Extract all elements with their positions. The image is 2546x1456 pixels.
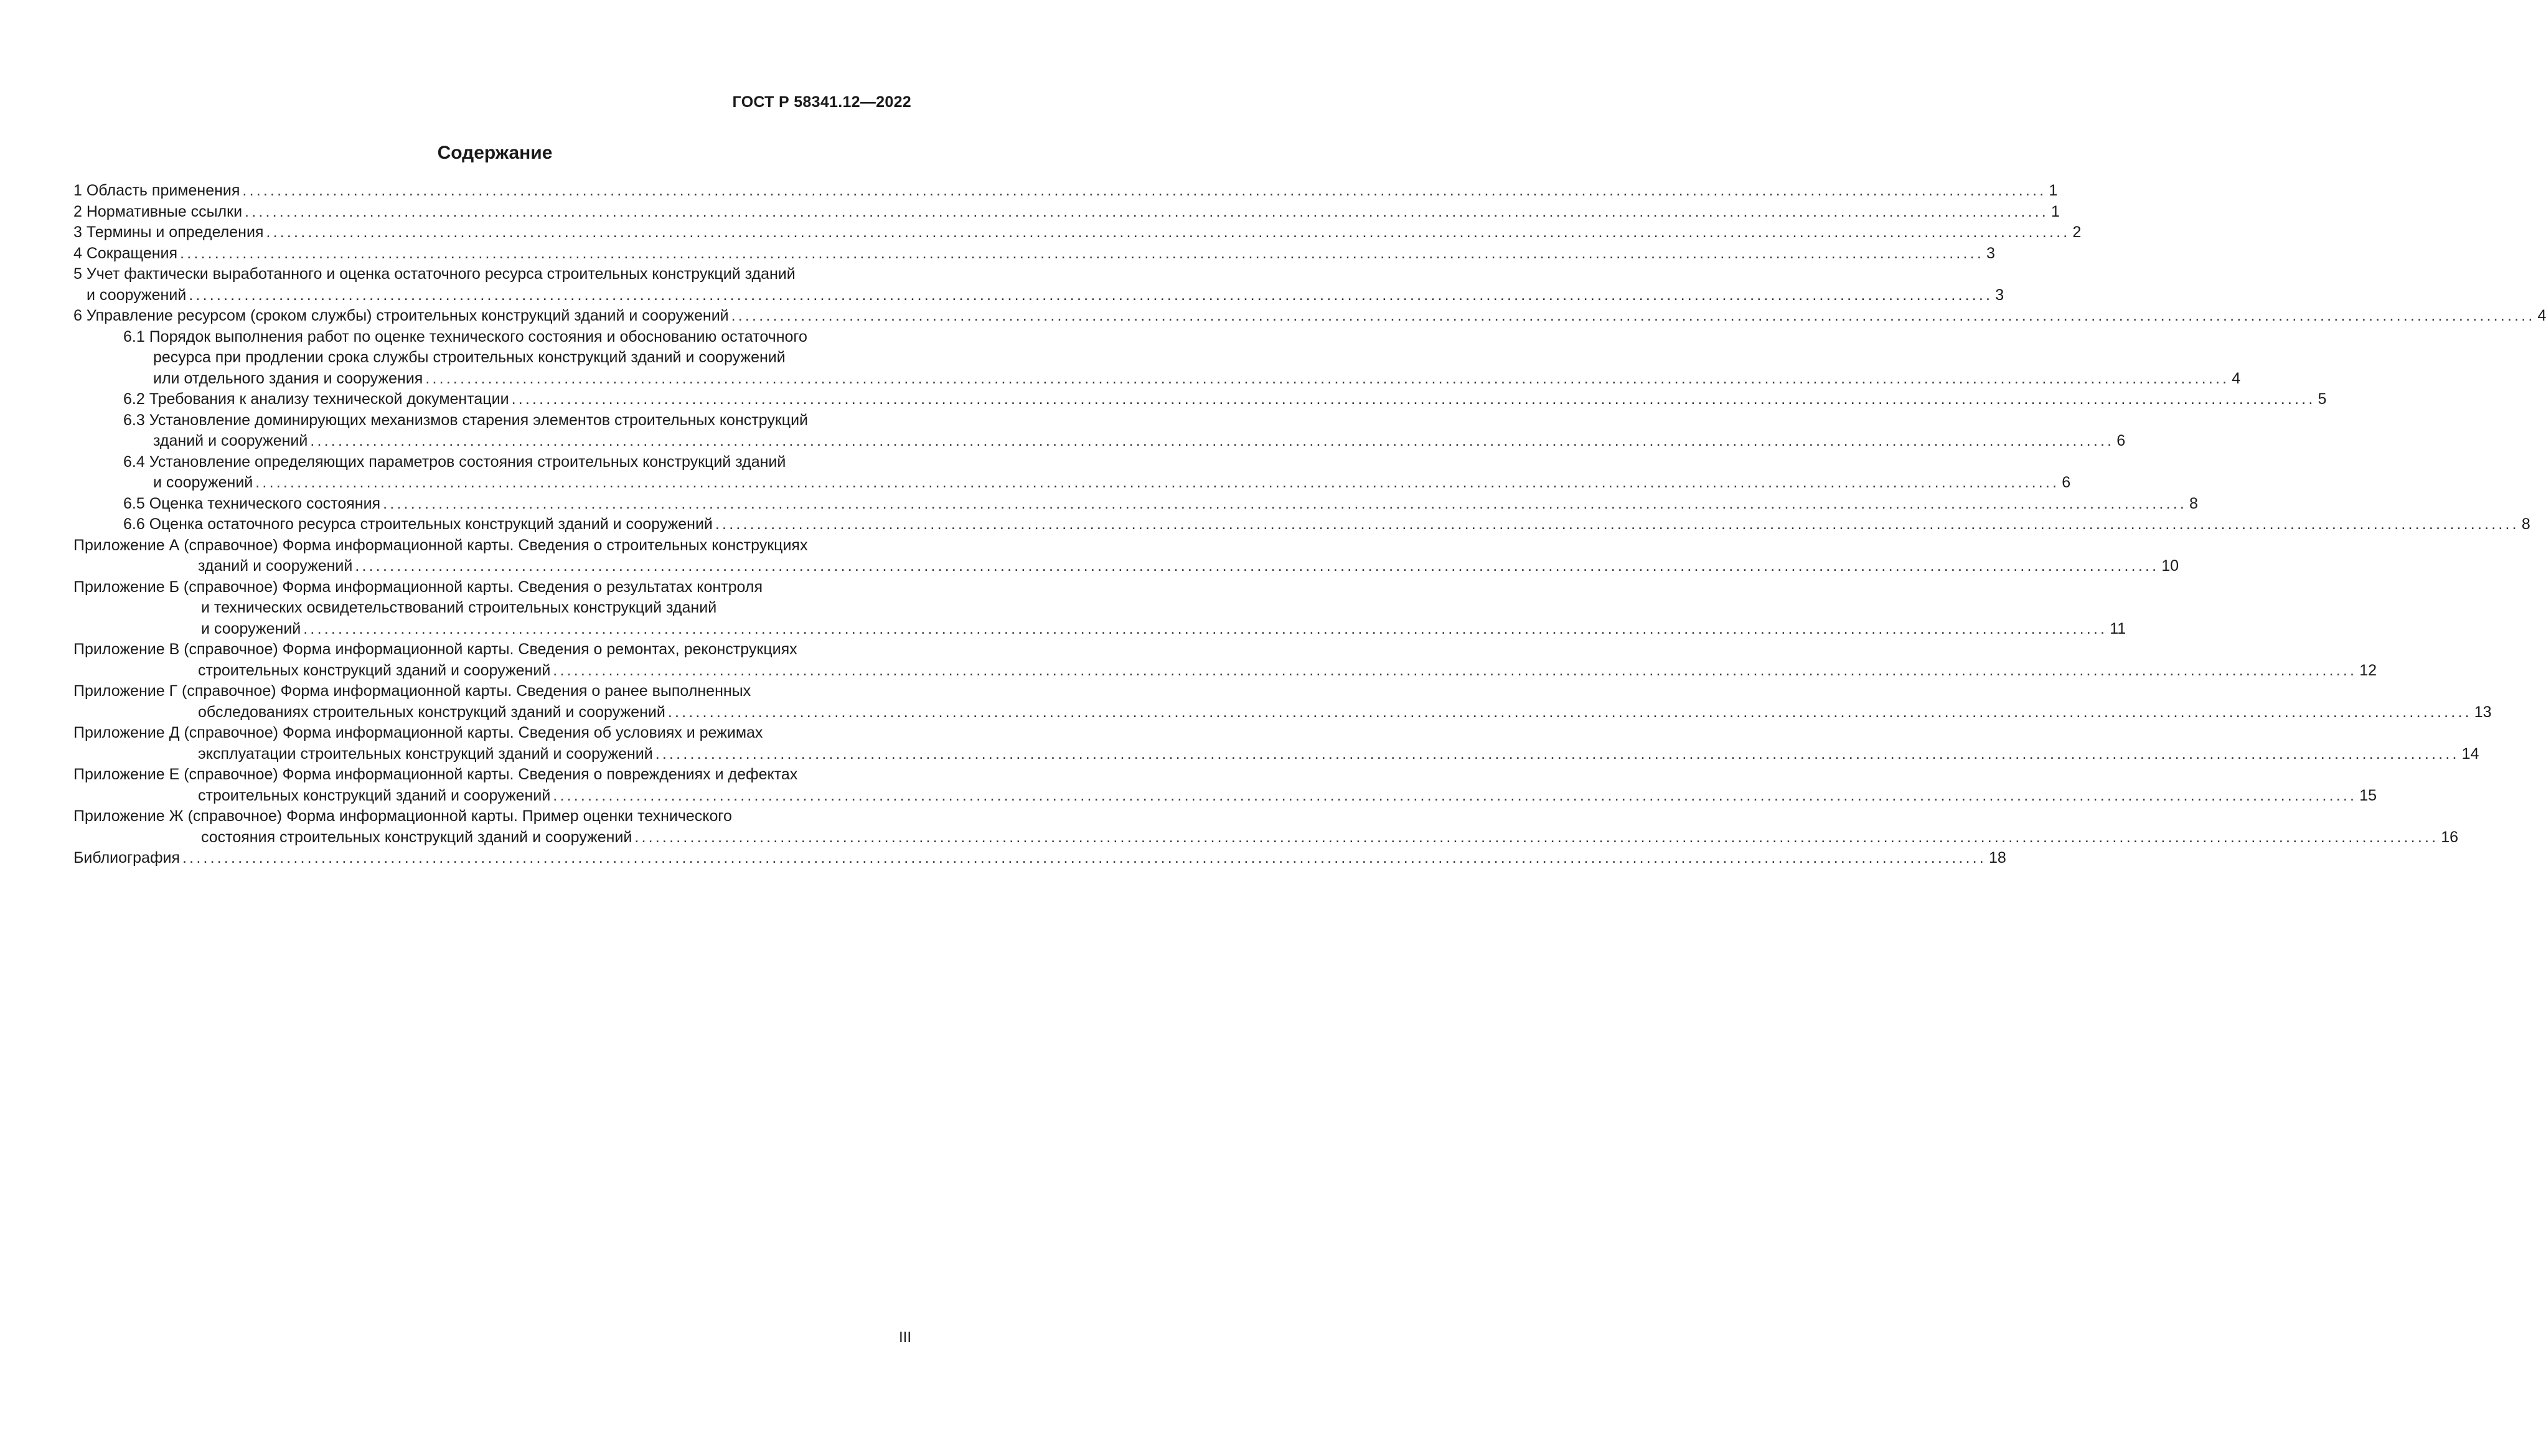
toc-entry-last-line xyxy=(73,243,1995,265)
toc-entry[interactable] xyxy=(73,389,2327,410)
toc-page-number: 1 xyxy=(2049,182,2058,199)
toc-entry-line: 5 Учет фактически выработанного и оценка остаточного ресурса строительных конструкций зданий xyxy=(73,265,796,283)
toc-entry-last-line xyxy=(73,285,2004,306)
dot-leader: .................................................................................................................................................................................................................................................................... xyxy=(553,661,2357,679)
toc-entry-last-line xyxy=(73,786,2377,807)
toc-page-number: 13 xyxy=(2474,703,2492,721)
page-title: Содержание xyxy=(437,143,553,163)
toc-entry-line: и технических освидетельствований строительных конструкций зданий xyxy=(201,599,717,616)
toc-entry[interactable] xyxy=(73,681,2492,723)
dot-leader: .................................................................................................................................................................................................................................................................... xyxy=(634,828,2439,846)
toc-entry[interactable] xyxy=(73,264,2004,306)
toc-entry-title: 3 Термины и определения xyxy=(73,223,264,241)
toc-entry-title: 1 Область применения xyxy=(73,182,240,199)
toc-page-number: 18 xyxy=(1988,849,2006,867)
toc-entry-title: Библиография xyxy=(73,849,181,867)
dot-leader: .................................................................................................................................................................................................................................................................... xyxy=(242,182,2047,199)
toc-entry[interactable] xyxy=(73,410,2126,452)
toc-entry[interactable] xyxy=(73,806,2459,848)
dot-leader: .................................................................................................................................................................................................................................................................... xyxy=(667,703,2472,721)
dot-leader: .................................................................................................................................................................................................................................................................... xyxy=(310,432,2115,449)
toc-page-number: 14 xyxy=(2461,744,2479,763)
toc-entry-title: 6 Управление ресурсом (сроком службы) строительных конструкций зданий и сооружений xyxy=(73,307,729,324)
dot-leader: .................................................................................................................................................................................................................................................................... xyxy=(266,223,2070,241)
dot-leader: .................................................................................................................................................................................................................................................................... xyxy=(182,849,1986,867)
toc-entry-title: 6.2 Требования к анализу технической документации xyxy=(123,390,509,408)
toc-entry-last-line xyxy=(73,827,2459,848)
toc-entry-line: 6.4 Установление определяющих параметров состояния строительных конструкций зданий xyxy=(123,453,786,471)
toc-entry-title: строительных конструкций зданий и сооружений xyxy=(198,661,551,679)
toc-entry[interactable] xyxy=(73,577,2126,640)
toc-entry-line: 6.3 Установление доминирующих механизмов старения элементов строительных конструкций xyxy=(123,411,809,429)
toc-entry-line: Приложение Е (справочное) Форма информационной карты. Сведения о повреждениях и дефектах xyxy=(73,766,798,783)
toc-page-number: 5 xyxy=(2318,390,2327,408)
toc-entry[interactable] xyxy=(73,222,2082,243)
toc-entry-line: Приложение Б (справочное) Форма информационной карты. Сведения о результатах контроля xyxy=(73,578,763,596)
toc-entry-last-line xyxy=(123,369,2241,390)
dot-leader: .................................................................................................................................................................................................................................................................... xyxy=(715,515,2519,533)
dot-leader: .................................................................................................................................................................................................................................................................... xyxy=(180,244,1984,262)
toc-page-number: 6 xyxy=(2062,474,2071,491)
toc-page-number: 8 xyxy=(2189,494,2198,512)
toc-entry-title: строительных конструкций зданий и сооружений xyxy=(198,786,551,804)
dot-leader: .................................................................................................................................................................................................................................................................... xyxy=(303,619,2108,637)
toc-entry-last-line xyxy=(123,494,2198,515)
toc-entry-line: Приложение Г (справочное) Форма информационной карты. Сведения о ранее выполненных xyxy=(73,682,751,700)
toc-entry[interactable] xyxy=(73,243,1995,265)
toc-entry[interactable] xyxy=(73,181,2058,202)
toc-entry-line: 6.1 Порядок выполнения работ по оценке технического состояния и обоснованию остаточного xyxy=(123,327,807,345)
toc-entry-last-line xyxy=(123,431,2126,452)
toc-entry[interactable] xyxy=(73,494,2198,515)
toc-entry-title: зданий и сооружений xyxy=(153,432,308,449)
toc-entry-title: зданий и сооружений xyxy=(198,557,353,575)
toc-entry-last-line xyxy=(73,306,2546,327)
toc-entry[interactable] xyxy=(73,535,2179,577)
toc-entry-last-line xyxy=(73,556,2179,577)
dot-leader: .................................................................................................................................................................................................................................................................... xyxy=(655,744,2459,763)
toc-entry-line: Приложение В (справочное) Форма информационной карты. Сведения о ремонтах, реконструкциях xyxy=(73,641,797,658)
dot-leader: .................................................................................................................................................................................................................................................................... xyxy=(189,286,1993,304)
toc-entry-last-line xyxy=(73,660,2377,682)
dot-leader: .................................................................................................................................................................................................................................................................... xyxy=(245,202,2049,220)
toc-entry[interactable] xyxy=(73,452,2071,494)
toc-page-number: 3 xyxy=(1986,244,1995,262)
toc-page-number: 12 xyxy=(2359,661,2377,679)
toc-page-number: 3 xyxy=(1995,286,2004,304)
toc-page-number: 16 xyxy=(2441,828,2459,846)
toc-entry-last-line xyxy=(73,702,2492,723)
toc-page-number: 8 xyxy=(2521,515,2530,533)
toc-entry-last-line xyxy=(123,472,2071,494)
toc-page-number: 11 xyxy=(2110,619,2126,637)
toc-page-number: 4 xyxy=(2232,369,2241,387)
toc-entry-line: Приложение А (справочное) Форма информационной карты. Сведения о строительных конструкциях xyxy=(73,536,808,554)
toc-entry-title: 4 Сокращения xyxy=(73,244,178,262)
dot-leader: .................................................................................................................................................................................................................................................................... xyxy=(731,307,2535,324)
toc-entry-last-line xyxy=(73,619,2126,640)
toc-entry-line: ресурса при продлении срока службы строительных конструкций зданий и сооружений xyxy=(153,349,786,366)
toc-entry[interactable] xyxy=(73,202,2060,223)
toc-entry-last-line xyxy=(73,848,2006,869)
toc-entry-title: и сооружений xyxy=(87,286,187,304)
toc-entry-last-line xyxy=(73,222,2082,243)
toc-page-number: 6 xyxy=(2116,432,2126,449)
dot-leader: .................................................................................................................................................................................................................................................................... xyxy=(355,557,2159,575)
dot-leader: .................................................................................................................................................................................................................................................................... xyxy=(255,474,2060,491)
dot-leader: .................................................................................................................................................................................................................................................................... xyxy=(425,369,2230,387)
table-of-contents xyxy=(73,181,2546,869)
toc-page-number: 15 xyxy=(2359,786,2377,804)
toc-entry-title: или отдельного здания и сооружения xyxy=(153,369,423,387)
toc-entry-last-line xyxy=(123,389,2327,410)
toc-entry[interactable] xyxy=(73,514,2530,535)
toc-entry[interactable] xyxy=(73,306,2546,327)
toc-entry[interactable] xyxy=(73,723,2479,764)
dot-leader: .................................................................................................................................................................................................................................................................... xyxy=(511,390,2316,408)
toc-entry-last-line xyxy=(73,202,2060,223)
toc-entry-title: состояния строительных конструкций зданий и сооружений xyxy=(201,828,632,846)
toc-entry-line: Приложение Д (справочное) Форма информационной карты. Сведения об условиях и режимах xyxy=(73,724,763,741)
toc-entry[interactable] xyxy=(73,848,2006,869)
standard-code: ГОСТ Р 58341.12—2022 xyxy=(732,93,911,111)
toc-entry-last-line xyxy=(123,514,2530,535)
toc-entry-title: 6.6 Оценка остаточного ресурса строительных конструкций зданий и сооружений xyxy=(123,515,713,533)
toc-page-number: 4 xyxy=(2537,307,2546,324)
toc-entry[interactable] xyxy=(73,327,2241,390)
toc-entry-line: Приложение Ж (справочное) Форма информационной карты. Пример оценки технического xyxy=(73,807,732,825)
toc-page-number: 10 xyxy=(2161,557,2179,575)
toc-entry-title: обследованиях строительных конструкций зданий и сооружений xyxy=(198,703,665,721)
dot-leader: .................................................................................................................................................................................................................................................................... xyxy=(553,786,2357,804)
toc-entry-title: и сооружений xyxy=(153,474,253,491)
dot-leader: .................................................................................................................................................................................................................................................................... xyxy=(383,494,2187,512)
toc-entry-title: эксплуатации строительных конструкций зданий и сооружений xyxy=(198,744,653,763)
toc-entry-title: и сооружений xyxy=(201,619,301,637)
toc-entry[interactable] xyxy=(73,639,2377,681)
toc-entry-title: 2 Нормативные ссылки xyxy=(73,202,243,220)
toc-entry-last-line xyxy=(73,181,2058,202)
page-number: III xyxy=(898,1329,911,1346)
toc-entry-last-line xyxy=(73,744,2479,765)
toc-page-number: 2 xyxy=(2072,223,2082,241)
toc-entry[interactable] xyxy=(73,764,2377,806)
toc-entry-title: 6.5 Оценка технического состояния xyxy=(123,494,381,512)
toc-page-number: 1 xyxy=(2050,202,2060,220)
